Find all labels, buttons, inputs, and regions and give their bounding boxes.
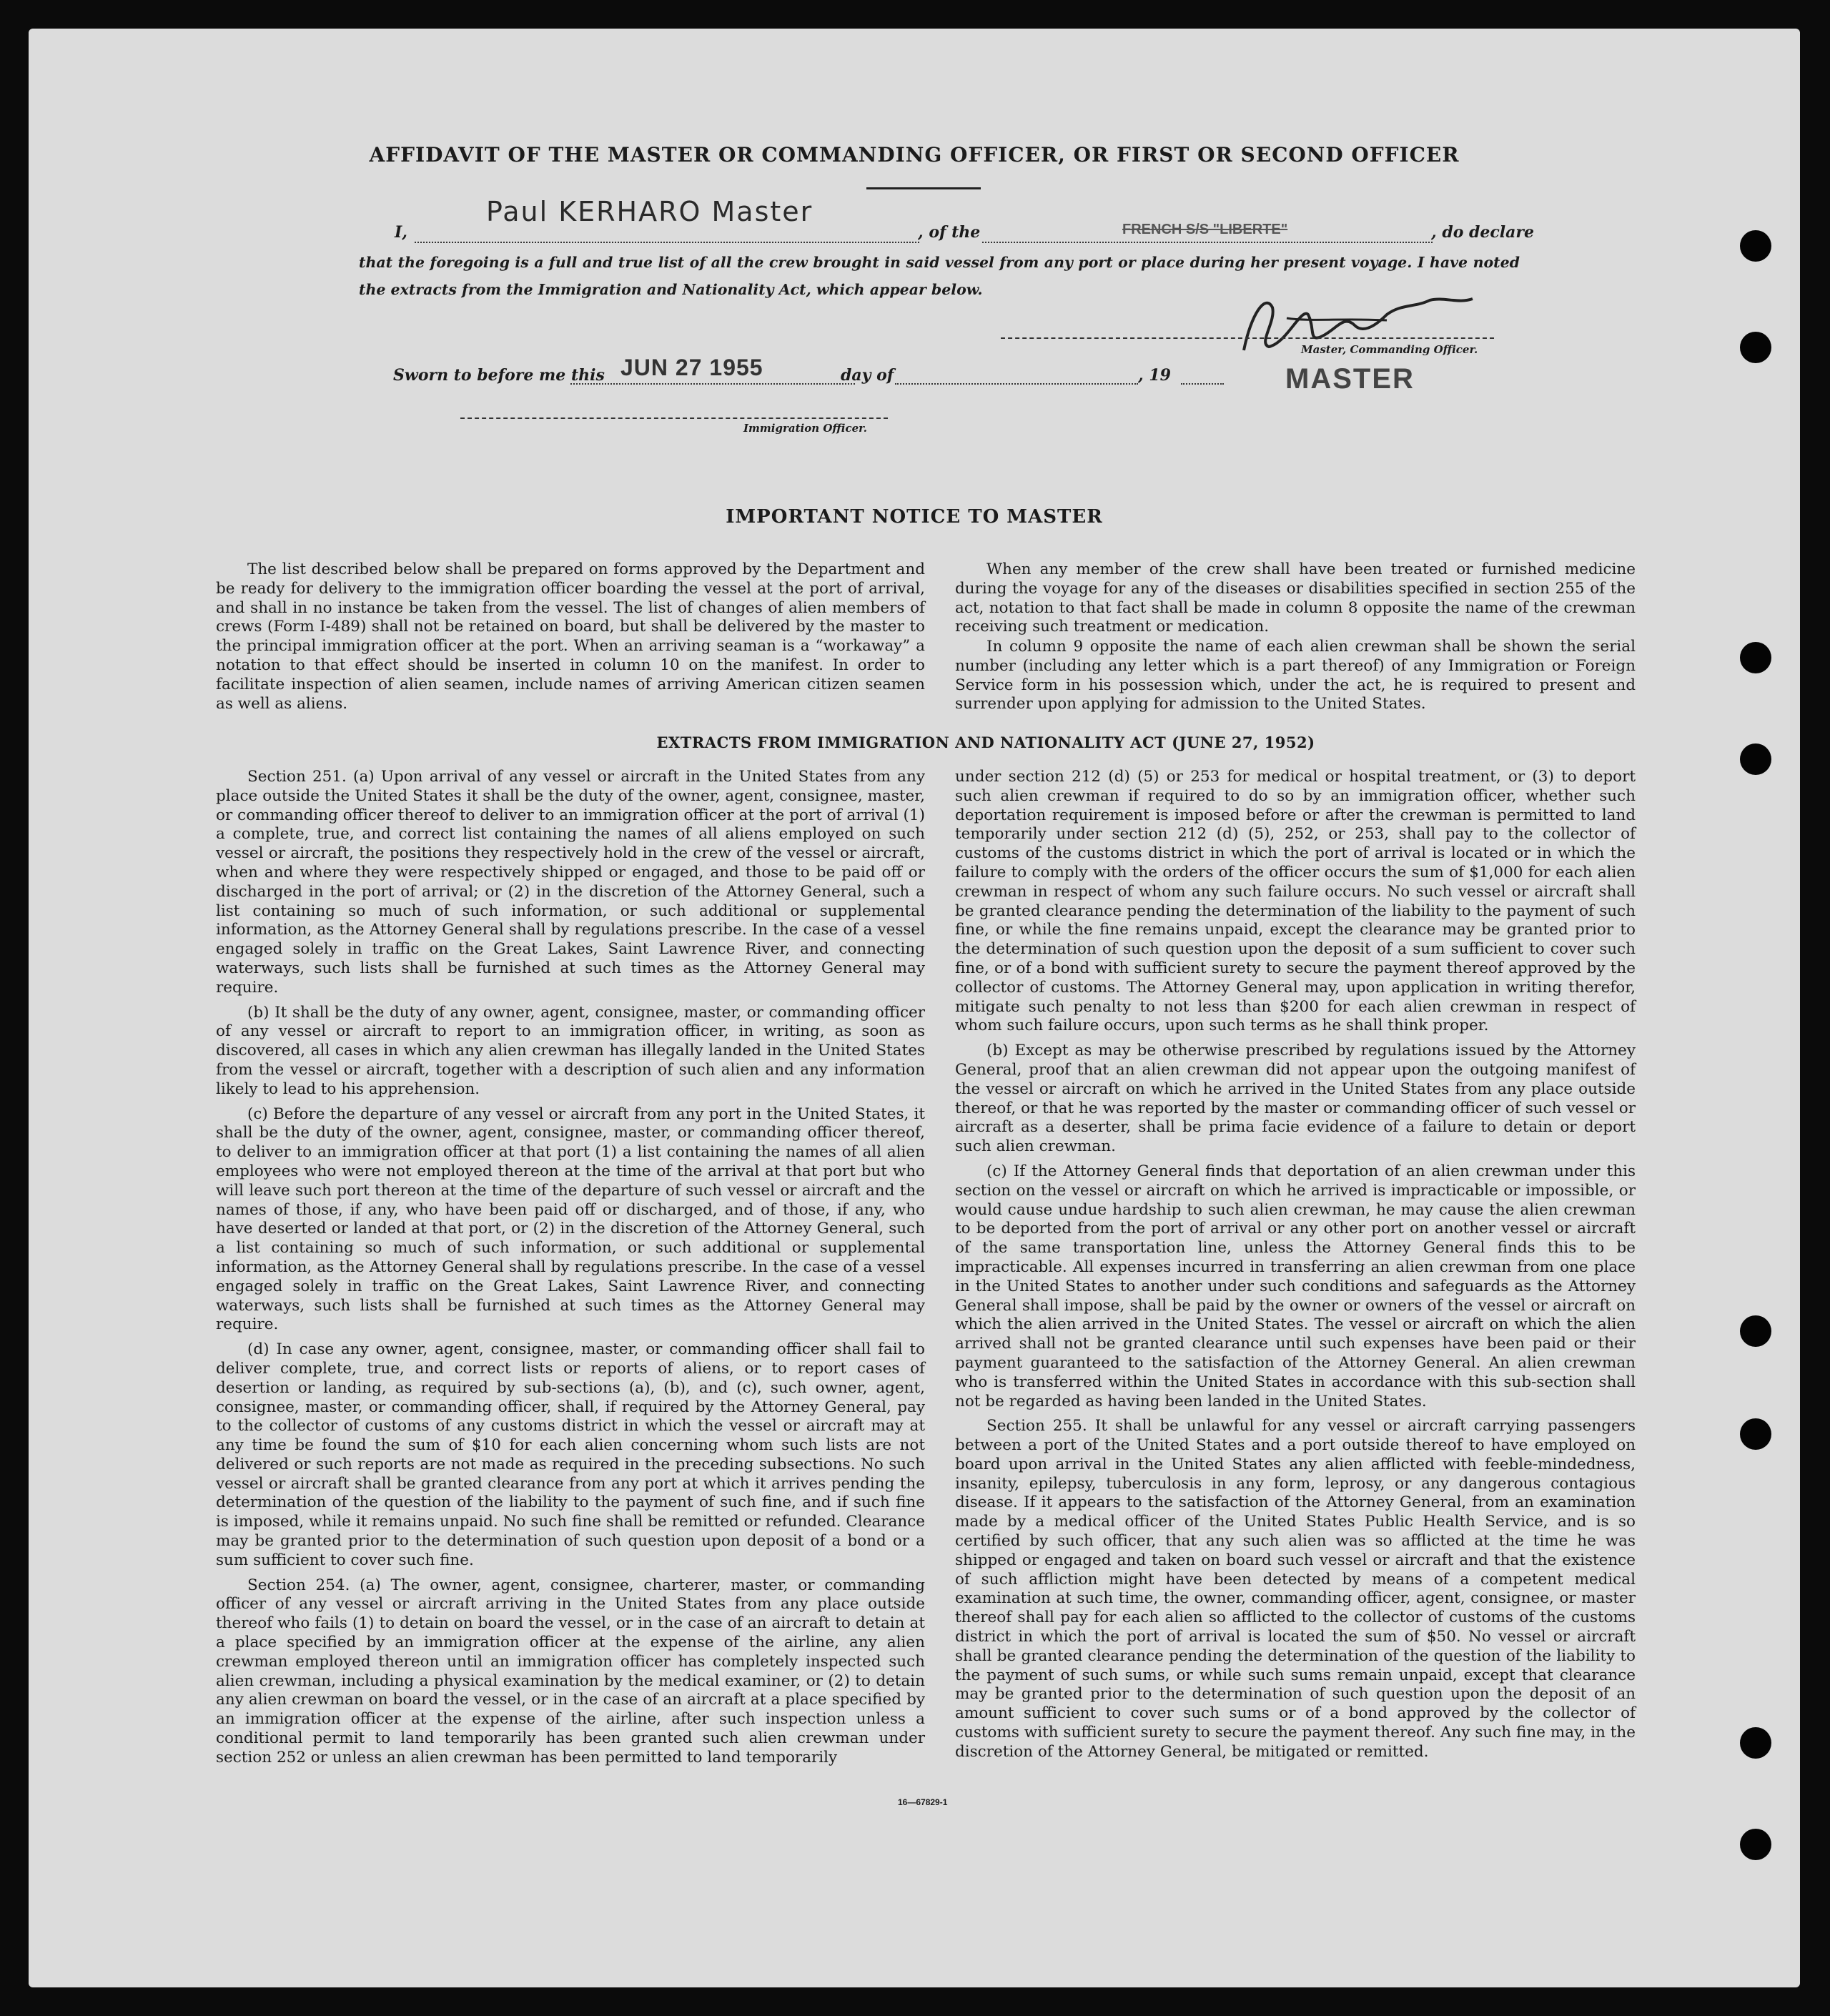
punch-hole — [1740, 332, 1771, 363]
sworn-label: Sworn to before me this — [393, 366, 605, 385]
section-254-a-continued: under section 212 (d) (5) or 253 for medical or hospital treatment, or (3) to deport such alien crewman if required to do so by an immigration officer, whether such deportation requirement is imposed before or after the crewman is permitted to land temporarily under section 212 (d) (5), 252, or 253, shall pay to the collector of customs of the customs district in which the port of arrival is located or in which the failure to comply with the orders of the officer occurs the sum of $1,000 for each alien crewman in respect of whom any such failure occurs. No such vessel or aircraft shall be granted clearance pending the determination of the liability to the payment of such fine, or while the fine remains unpaid, except the clearance may be granted prior to the determination of such question upon the deposit of a sum sufficient to cover such fine, or of a bond with sufficient surety to secure the payment thereof approved by the collector of customs. The Attorney General may, upon application in writing therefor, mitigate such penalty to not less than $200 for each alien crewman in respect of whom such failure occurs, upon such terms as he shall think proper. — [955, 768, 1636, 1035]
year-prefix: , 19 — [1138, 366, 1171, 385]
section-251-d: (d) In case any owner, agent, consignee, master, or commanding officer shall fail to deliver complete, true, and correct lists or reports of aliens, or to report cases of desertion or landing, as required by sub-sections (a), (b), and (c), such owner, agent, consignee, master, or commanding officer, shall, if required by the Attorney General, pay to the collector of customs of any customs district in which the vessel or aircraft may at any time be found the sum of $10 for each alien concerning whom such lists are not delivered or such reports are not made as required in the preceding subsections. No such vessel or aircraft shall be granted clearance from any port at which it arrives pending the determination of the question of the liability to the payment of such fine, and if such fine is imposed, while it remains unpaid. No such fine shall be remitted or refunded. Clearance may be granted prior to the determination of such question upon deposit of a bond or a sum sufficient to cover such fine. — [216, 1340, 925, 1569]
signer-title: Master, Commanding Officer. — [1301, 343, 1478, 356]
notice-right-paragraph-1: When any member of the crew shall have been treated or furnished medicine during the voyage for any of the diseases or disabilities specified in section 255 of the act, notation to that fact shall be made in column 8 opposite the name of the crewman receiving such treatment or medication. — [955, 560, 1636, 636]
vessel-line — [982, 242, 1433, 243]
officer-line — [460, 417, 888, 419]
notice-right-paragraph-2: In column 9 opposite the name of each alien crewman shall be shown the serial number (including any letter which is a part thereof) of any Immigration or Foreign Service form in his possession which, under the act, he is required to present and surrender upon applying for admission to the United States. — [955, 638, 1636, 713]
of-the-label: , of the — [918, 223, 981, 242]
name-line — [415, 242, 919, 243]
vessel-name: FRENCH S/S "LIBERTE" — [1122, 222, 1288, 237]
prefix-i: I, — [395, 223, 407, 242]
punch-hole — [1740, 230, 1771, 262]
section-251-b: (b) It shall be the duty of any owner, agent, consignee, master, or commanding officer of any vessel or aircraft to report to an immigration officer, in writing, as soon as discovered, all cases in which any alien crewman has illegally landed in the United States from the vessel or aircraft, together with a description of such alien and any information likely to lead to his apprehension. — [216, 1003, 925, 1098]
punch-hole — [1740, 1727, 1771, 1759]
day-of-line — [895, 383, 1138, 385]
year-line — [1181, 383, 1224, 385]
punch-hole — [1740, 1829, 1771, 1860]
sworn-date-stamp: JUN 27 1955 — [620, 355, 763, 380]
section-254-a: Section 254. (a) The owner, agent, consignee, charterer, master, or commanding officer of any vessel or aircraft arriving in the United States from any place outside thereof who fails (1) to detain on board the vessel, or in the case of an aircraft to detain at a place specified by an immigration officer at the expense of the airline, any alien crewman employed thereon until an immigration officer has completely inspected such alien crewman, including a physical examination by the medical examiner, or (2) to detain any alien crewman on board the vessel, or in the case of an aircraft at a place specified by an immigration officer at the expense of the airline, after such inspection unless a conditional permit to land temporarily has been granted such alien crewman under section 252 or unless an alien crewman has been permitted to land temporarily — [216, 1576, 925, 1767]
document-page — [29, 29, 1800, 1987]
notice-title: IMPORTANT NOTICE TO MASTER — [726, 506, 1103, 528]
section-254-b: (b) Except as may be otherwise prescribed by regulations issued by the Attorney General, proof that an alien crewman did not appear upon the outgoing manifest of the vessel or aircraft on which he arrived in the United States from any place outside thereof, or that he was reported by the master or commanding officer of such vessel or aircraft as a deserter, shall be prima facie evidence of a failure to detain or deport such alien crewman. — [955, 1042, 1636, 1156]
extracts-left-column — [216, 768, 925, 1774]
signature-line — [1001, 337, 1494, 339]
punch-hole — [1740, 642, 1771, 673]
declaration-text: that the foregoing is a full and true list of all the crew brought in said vessel from any port or place during her present voyage. I have noted the extracts from the Immigration and Nationality Act, which appear below. — [359, 254, 1520, 298]
master-stamp: MASTER — [1285, 363, 1415, 395]
form-code: 16—67829-1 — [898, 1797, 948, 1807]
extracts-title: EXTRACTS FROM IMMIGRATION AND NATIONALITY ACT (JUNE 27, 1952) — [656, 733, 1315, 751]
section-254-c: (c) If the Attorney General finds that deportation of an alien crewman under this section on the vessel or aircraft on which he arrived is impracticable or impossible, or would cause undue hardship to such alien crewman, he may cause the alien crewman to be deported from the port of arrival or any other port on another vessel or aircraft of the same transportation line, unless the Attorney General finds this to be impracticable. All expenses incurred in transferring an alien crewman from one place in the United States to another under such conditions and safeguards as the Attorney General shall impose, shall be paid by the owner or owners of the vessel or aircraft on which the alien arrived in the United States. The vessel or aircraft on which the alien arrived shall not be granted clearance until such expenses have been paid or their payment guaranteed to the satisfaction of the Attorney General. An alien crewman who is transferred within the United States in accordance with this sub-section shall not be regarded as having been landed in the United States. — [955, 1162, 1636, 1410]
day-of-label: day of — [841, 366, 894, 385]
notice-left-paragraph: The list described below shall be prepared on forms approved by the Department and be ready for delivery to the immigration officer boarding the vessel at the port of arrival, and shall in no instance be taken from the vessel. The list of changes of alien members of crews (Form I-489) shall not be retained on board, but shall be delivered by the master to the principal immigration officer at the port. When an arriving seaman is a “workaway” a notation to that effect should be inserted in column 10 on the manifest. In order to facilitate inspection of alien seamen, include names of arriving American citizen seamen as well as aliens. — [216, 560, 925, 713]
section-251-c: (c) Before the departure of any vessel or aircraft from any port in the United States, it shall be the duty of the owner, agent, consignee, master, or commanding officer thereof, to deliver to an immigration officer at that port (1) a list containing the names of all alien employees who were not employed thereon at the time of the arrival at that port but who will leave such port thereon at the time of the departure of such vessel or aircraft and the names of those, if any, who have been paid off or discharged, and of those, if any, who have deserted or landed at that port, or (2) in the discretion of the Attorney General, such a list containing so much of such information, or such additional or supplemental information, as the Attorney General shall by regulations prescribe. In the case of a vessel engaged solely in traffic on the Great Lakes, Saint Lawrence River, and connecting waterways, such lists shall be furnished at such times as the Attorney General may require. — [216, 1105, 925, 1334]
punch-hole — [1740, 1418, 1771, 1450]
punch-hole — [1740, 1315, 1771, 1347]
master-name: Paul KERHARO Master — [486, 196, 813, 227]
extracts-right-column — [955, 768, 1636, 1768]
section-251-a: Section 251. (a) Upon arrival of any vessel or aircraft in the United States from any place outside the United States it shall be the duty of the owner, agent, consignee, master, or commanding officer thereof to deliver to an immigration officer at the port of arrival (1) a complete, true, and correct list containing the names of all aliens employed on such vessel or aircraft, the positions they respectively hold in the crew of the vessel or aircraft, when and where they were respectively shipped or engaged, and those to be paid off or discharged in the port of arrival; or (2) in the discretion of the Attorney General, such a list containing so much of such information, or such additional or supplemental information, as the Attorney General shall by regulations prescribe. In the case of a vessel engaged solely in traffic on the Great Lakes, Saint Lawrence River, and connecting waterways, such lists shall be furnished at such times as the Attorney General may require. — [216, 768, 925, 997]
do-declare-label: , do declare — [1431, 223, 1535, 242]
sworn-date-line — [570, 383, 855, 385]
officer-caption: Immigration Officer. — [743, 422, 867, 435]
title-rule — [866, 187, 981, 189]
affidavit-title: AFFIDAVIT OF THE MASTER OR COMMANDING OFFICER, OR FIRST OR SECOND OFFICER — [369, 143, 1460, 167]
section-255: Section 255. It shall be unlawful for any vessel or aircraft carrying passengers between a port of the United States and a port outside thereof to have employed on board upon arrival in the United States any alien afflicted with feeble-mindedness, insanity, epilepsy, tuberculosis in any form, leprosy, or any dangerous contagious disease. If it appears to the satisfaction of the Attorney General, from an examination made by a medical officer of the United States Public Health Service, and is so certified by such officer, that any such alien was so afflicted at the time he was shipped or engaged and taken on board such vessel or aircraft and that the existence of such affliction might have been detected by means of a competent medical examination at such time, the owner, commanding officer, agent, consignee, or master thereof shall pay for each alien so afflicted to the collector of customs of the customs district in which the port of arrival is located the sum of $50. No vessel or aircraft shall be granted clearance pending the determination of the question of the liability to the payment of such sums, or while such sums remain unpaid, except that clearance may be granted prior to the determination of such question upon the deposit of an amount sufficient to cover such sums or of a bond approved by the collector of customs with sufficient surety to secure the payment thereof. Any such fine may, in the discretion of the Attorney General, be mitigated or remitted. — [955, 1417, 1636, 1761]
